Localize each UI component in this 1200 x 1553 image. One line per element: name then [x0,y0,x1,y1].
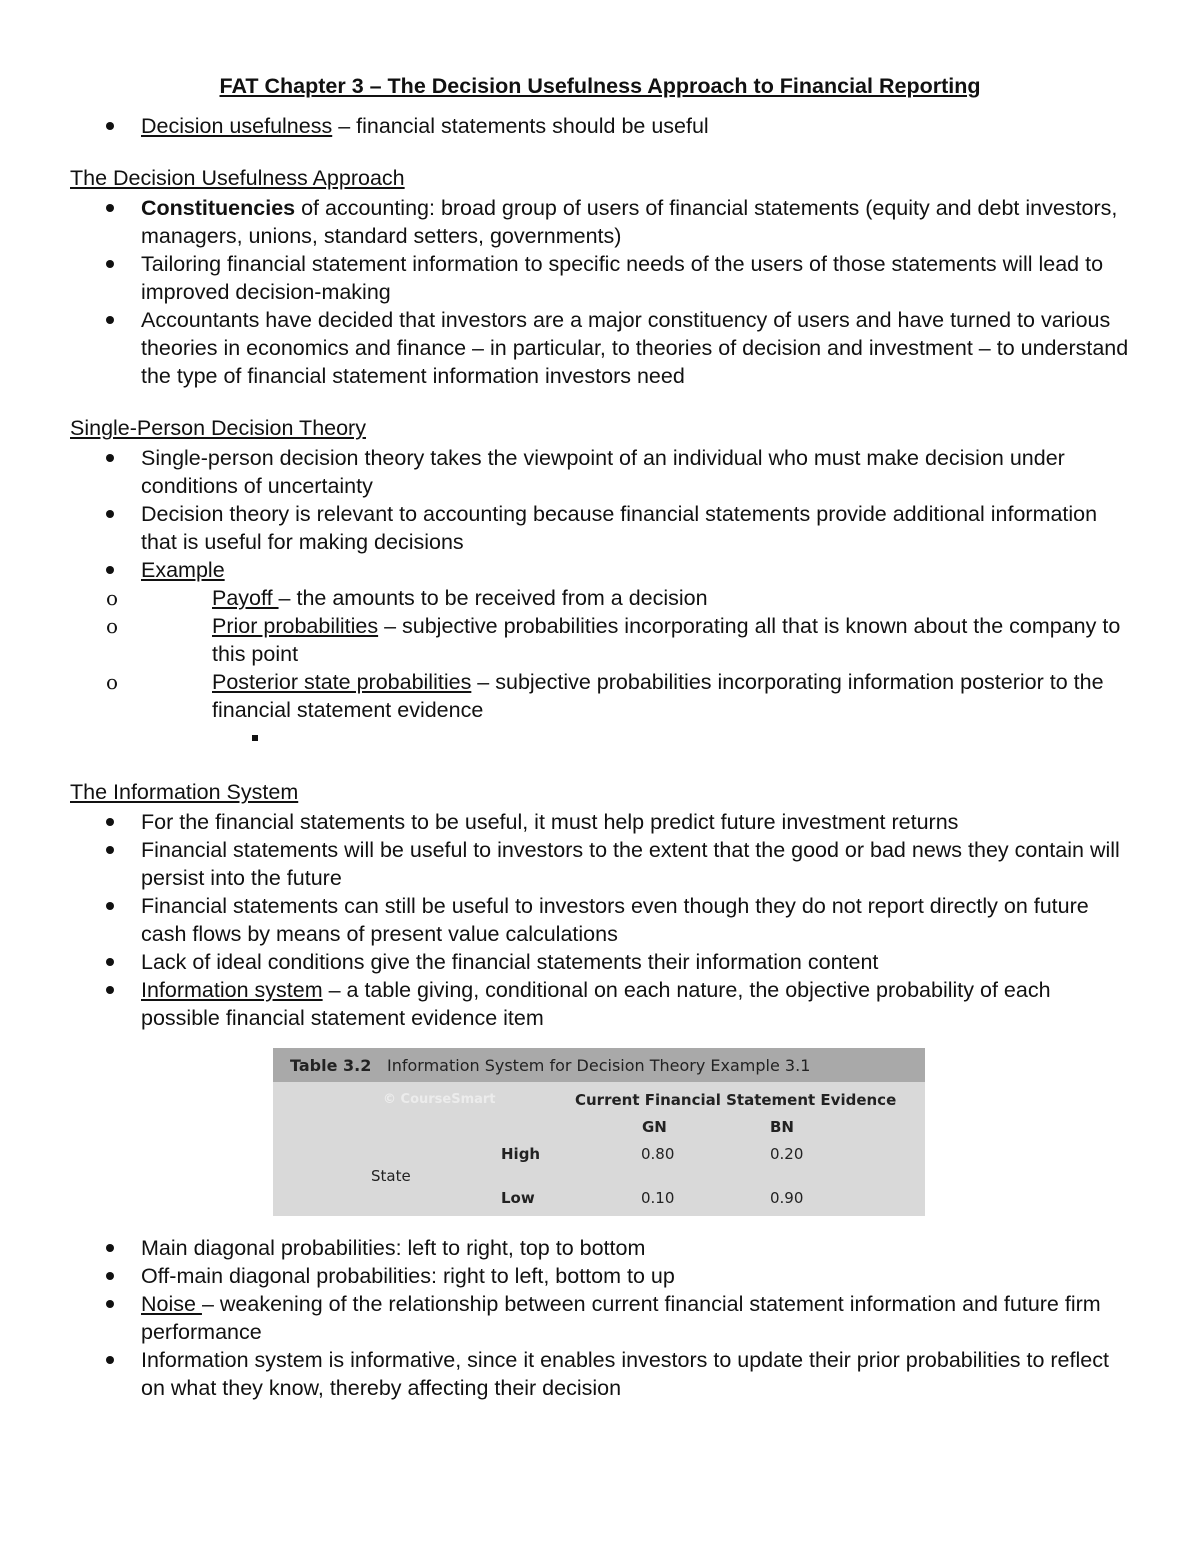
section2-list [70,444,1130,724]
list-item: Lack of ideal conditions give the financial statements their information content [70,948,1130,976]
term-information-system: Information system [141,978,323,1002]
table-col-bn: BN [770,1118,794,1136]
list-item [70,112,1130,140]
list-item [70,976,1130,1032]
sublist-item-text: – subjective probabilities incorporating all that is known about the company to this point [212,614,1121,666]
table-row-low-label: Low [501,1189,535,1207]
list-item [70,1290,1130,1346]
list-item-text: – financial statements should be useful [332,114,709,138]
list-item: Financial statements will be useful to investors to the extent that the good or bad news they contain will persist into the future [70,836,1130,892]
table-caption: Information System for Decision Theory Example 3.1 [387,1056,811,1075]
page-title: FAT Chapter 3 – The Decision Usefulness Approach to Financial Reporting [219,74,981,98]
table-cell-low-bn: 0.90 [770,1189,804,1207]
list-item: Information system is informative, since it enables investors to update their prior probabilities to reflect on what they know, thereby affecting their decision [70,1346,1130,1402]
term-example: Example [141,558,225,582]
table-watermark: © CourseSmart [383,1092,496,1107]
list-item [70,194,1130,250]
sublist-item [70,668,1130,724]
list-item-text: of accounting: broad group of users of financial statements (equity and debt investors, managers, unions, standard setters, governments) [141,196,1118,248]
document-page [70,72,1130,1402]
section3-list [70,808,1130,1032]
table-cell-high-bn: 0.20 [770,1145,804,1163]
term-decision-usefulness: Decision usefulness [141,114,333,138]
term-noise: Noise [141,1292,202,1316]
information-system-table [273,1048,925,1216]
list-item [70,556,1130,724]
section-heading-information-system: The Information System [70,780,299,804]
sublist-item-text: – subjective probabilities incorporating information posterior to the financial statement evidence [212,670,1104,722]
section1-list [70,194,1130,390]
section-heading-decision-usefulness: The Decision Usefulness Approach [70,166,405,190]
table-col-gn: GN [642,1118,667,1136]
list-item: Decision theory is relevant to accounting because financial statements provide additional information that is useful for making decisions [70,500,1130,556]
term-posterior-probabilities: Posterior state probabilities [212,670,472,694]
table-label: Table 3.2 [290,1056,372,1075]
list-item: Main diagonal probabilities: left to right, top to bottom [70,1234,1130,1262]
term-prior-probabilities: Prior probabilities [212,614,379,638]
list-item-text: – weakening of the relationship between current financial statement information and future firm performance [141,1292,1101,1344]
term-payoff: Payoff [212,586,279,610]
intro-list [70,112,1130,140]
list-item: Financial statements can still be useful to investors even though they do not report directly on future cash flows by means of present value calculations [70,892,1130,948]
list-item-text: – a table giving, conditional on each nature, the objective probability of each possible financial statement evidence item [141,978,1051,1030]
table-column-group-header: Current Financial Statement Evidence [575,1091,897,1109]
table-cell-high-gn: 0.80 [641,1145,675,1163]
term-constituencies: Constituencies [141,196,296,220]
list-item: Accountants have decided that investors are a major constituency of users and have turned to various theories in economics and finance – in particular, to theories of decision and investment – to understand the type of financial statement information investors need [70,306,1130,390]
list-item: For the financial statements to be useful, it must help predict future investment returns [70,808,1130,836]
table-caption-bar [273,1048,925,1082]
list-item: Off-main diagonal probabilities: right to left, bottom to up [70,1262,1130,1290]
section3-list-continued [70,1234,1130,1402]
list-item: Tailoring financial statement information to specific needs of the users of those statements will lead to improved decision-making [70,250,1130,306]
sublist-item [70,612,1130,668]
section-heading-decision-theory: Single-Person Decision Theory [70,416,366,440]
sublist-item-text: – the amounts to be received from a decision [278,586,708,610]
empty-square-bullet [141,724,1130,752]
table-row-high-label: High [501,1145,541,1163]
table-cell-low-gn: 0.10 [641,1189,675,1207]
example-sublist [70,584,1130,724]
sublist-item [70,584,1130,612]
empty-square-bullet-list [70,724,1130,752]
list-item: Single-person decision theory takes the viewpoint of an individual who must make decision under conditions of uncertainty [70,444,1130,500]
table-state-label: State [371,1167,411,1185]
